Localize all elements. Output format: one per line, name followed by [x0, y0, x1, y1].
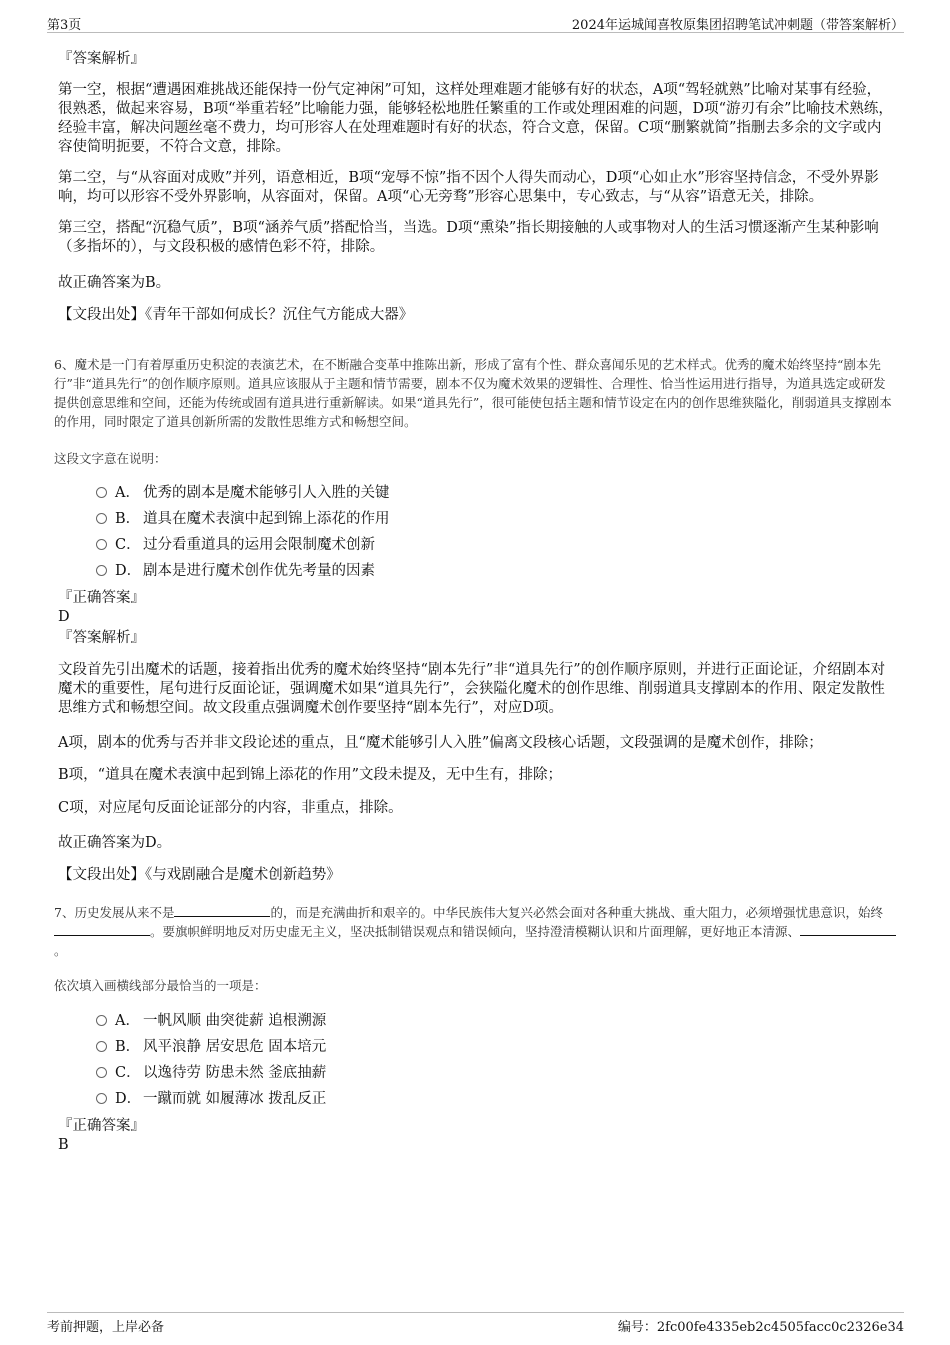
q5-analysis-p2: 第二空，与“从容面对成败”并列，语意相近，B项“宠辱不惊”指不因个人得失而动心，D项“心如止水”形容坚持信念，不受外界影响，均可以形容不受外界影响，从容面对，保留。A项“心无旁骛”形容心思集中，专心致志，与“从容”语意无关，排除。 [58, 170, 879, 205]
page-footer [47, 1312, 904, 1336]
q6-analysis-p1: 文段首先引出魔术的话题，接着指出优秀的魔术始终坚持“剧本先行”非“道具先行”的创作顺序原则，并进行正面论证，介绍剧本对魔术的重要性，尾句进行反面论证，强调魔术如果“道具先行”，会狭隘化魔术的创作思维、削弱道具支撑剧本的作用、限定发散性思维方式和畅想空间。故文段重点强调魔术创作要坚持“剧本先行”，对应D项。 [58, 662, 886, 716]
radio-icon[interactable] [96, 565, 107, 576]
document-id: 编号：2fc00fe4335eb2c4505facc0c2326e34 [617, 1320, 904, 1335]
q7-option-c[interactable]: C． 以逸待劳 防患未然 釜底抽薪 [96, 1064, 326, 1083]
q6-option-b[interactable]: B． 道具在魔术表演中起到锦上添花的作用 [96, 510, 390, 529]
page-header [47, 14, 904, 33]
q5-analysis-p3: 第三空，搭配“沉稳气质”，B项“涵养气质”搭配恰当，当选。D项“熏染”指长期接触的人或事物对人的生活习惯逐渐产生某种影响（多指坏的），与文段积极的感情色彩不符，排除。 [58, 220, 879, 255]
q7-answer: B [58, 1137, 69, 1153]
q6-answer: D [58, 609, 70, 625]
q7-option-d[interactable]: D． 一蹴而就 如履薄冰 拨乱反正 [96, 1090, 326, 1109]
radio-icon[interactable] [96, 1015, 107, 1026]
document-title: 2024年运城闻喜牧原集团招聘笔试冲刺题（带答案解析） [571, 18, 904, 33]
q7-prompt: 依次填入画横线部分最恰当的一项是： [54, 978, 267, 993]
page-number: 第3页 [47, 18, 82, 33]
radio-icon[interactable] [96, 1093, 107, 1104]
q5-source: 【文段出处】《青年干部如何成长？沉住气方能成大器》 [58, 307, 414, 323]
q6-analysis-p3: B项，“道具在魔术表演中起到锦上添花的作用”文段未提及，无中生有，排除； [58, 767, 562, 783]
q6-analysis-label: 『答案解析』 [58, 630, 145, 646]
q6-stem: 6、魔术是一门有着厚重历史积淀的表演艺术，在不断融合变革中推陈出新，形成了富有个性、群众喜闻乐见的艺术样式。优秀的魔术始终坚持“剧本先行”非“道具先行”的创作顺序原则。道具应该服从于主题和情节需要，剧本不仅为魔术效果的逻辑性、合理性、恰当性运用进行指导，为道具选定或研发提供创意思维和空间，还能为传统或固有道具进行重新解读。如果“道具先行”，很可能使包括主题和情节设定在内的创作思维狭隘化，削弱道具支撑剧本的作用，同时限定了道具创新所需的发散性思维方式和畅想空间。 [54, 357, 892, 429]
q6-source: 【文段出处】《与戏剧融合是魔术创新趋势》 [58, 867, 341, 883]
radio-icon[interactable] [96, 539, 107, 550]
radio-icon[interactable] [96, 1041, 107, 1052]
radio-icon[interactable] [96, 1067, 107, 1078]
q6-option-a[interactable]: A． 优秀的剧本是魔术能够引人入胜的关键 [96, 484, 390, 503]
q5-conclusion: 故正确答案为B。 [58, 275, 171, 291]
q6-analysis-p2: A项，剧本的优秀与否并非文段论述的重点，且“魔术能够引人入胜”偏离文段核心话题，文段强调的是魔术创作，排除； [58, 735, 823, 751]
q7-stem: 7、历史发展从来不是 的，而是充满曲折和艰辛的。中华民族伟大复兴必然会面对各种重大挑战、重大阻力，必须增强忧患意识，始终。要旗帜鲜明地反对历史虚无主义，坚决抵制错误观点和错误倾向，坚持澄清模糊认识和片面理解，更好地正本清源、。 [54, 903, 896, 960]
q6-option-c[interactable]: C． 过分看重道具的运用会限制魔术创新 [96, 536, 375, 555]
q6-answer-label: 『正确答案』 [58, 590, 145, 606]
fill-blank-3[interactable] [800, 923, 896, 936]
q5-analysis-p1: 第一空，根据“遭遇困难挑战还能保持一份气定神闲”可知，这样处理难题才能够有好的状态，A项“驾轻就熟”比喻对某事有经验，很熟悉，做起来容易，B项“举重若轻”比喻能力强，能够轻松地胜任繁重的工作或处理困难的问题，D项“游刃有余”比喻技术熟练，经验丰富，解决问题丝毫不费力，均可形容人在处理难题时有好的状态，符合文意，保留。C项“删繁就简”指删去多余的文字或内容使简明扼要，不符合文意，排除。 [58, 82, 893, 155]
footer-slogan: 考前押题，上岸必备 [47, 1320, 165, 1335]
q6-prompt: 这段文字意在说明： [54, 451, 167, 466]
q7-answer-label: 『正确答案』 [58, 1118, 145, 1134]
radio-icon[interactable] [96, 487, 107, 498]
q7-option-b[interactable]: B． 风平浪静 居安思危 固本培元 [96, 1038, 326, 1057]
q7-option-a[interactable]: A． 一帆风顺 曲突徙薪 追根溯源 [96, 1012, 326, 1031]
q5-analysis-label: 『答案解析』 [58, 51, 145, 67]
q6-option-d[interactable]: D． 剧本是进行魔术创作优先考量的因素 [96, 562, 375, 581]
fill-blank-2[interactable] [54, 923, 150, 936]
q6-conclusion: 故正确答案为D。 [58, 835, 172, 851]
radio-icon[interactable] [96, 513, 107, 524]
q6-analysis-p4: C项，对应尾句反面论证部分的内容，非重点，排除。 [58, 800, 403, 816]
fill-blank-1[interactable] [174, 904, 270, 917]
